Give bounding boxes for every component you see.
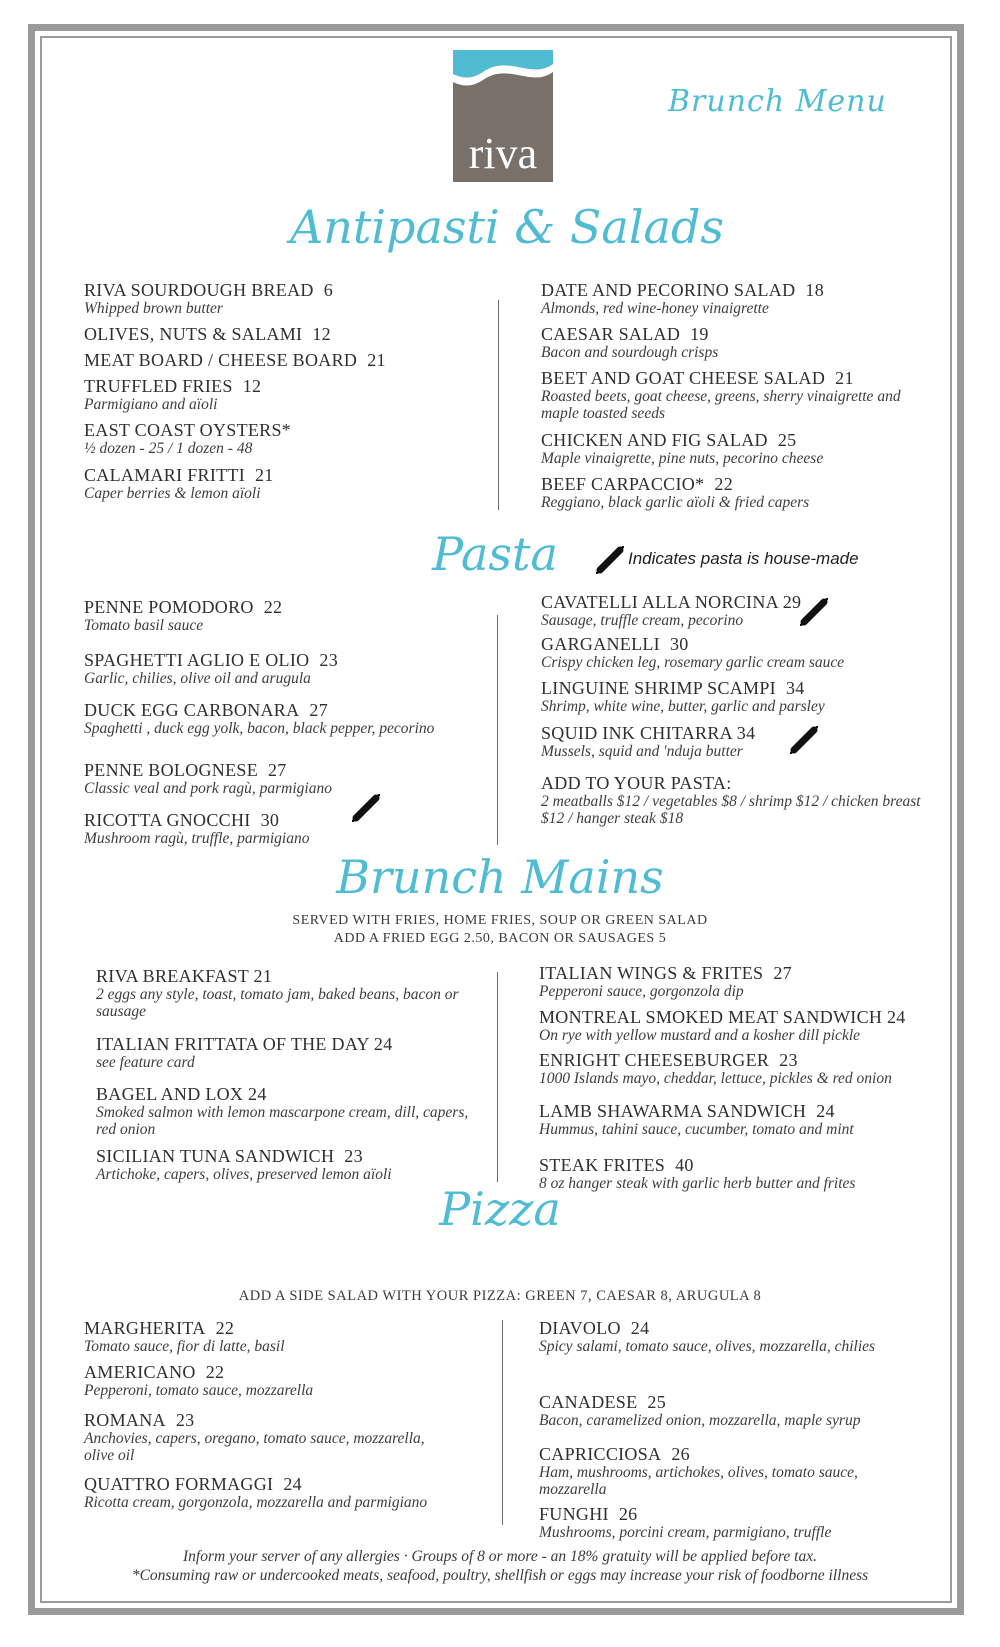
logo-text: riva [468, 129, 538, 178]
menu-item-description: Tomato sauce, fior di latte, basil [84, 1338, 285, 1355]
menu-item-title: MONTREAL SMOKED MEAT SANDWICH 24 [539, 1007, 906, 1027]
menu-item [541, 723, 941, 760]
menu-item-description: 2 eggs any style, toast, tomato jam, baked beans, bacon or sausage [96, 986, 459, 1020]
menu-item-price: 21 [835, 368, 854, 388]
menu-item-description: Almonds, red wine-honey vinaigrette [541, 300, 769, 317]
menu-item-title: AMERICANO [84, 1362, 196, 1382]
menu-item-description: Crispy chicken leg, rosemary garlic cream sauce [541, 654, 845, 671]
menu-item-description: Sausage, truffle cream, pecorino [541, 612, 744, 629]
menu-item-price: 26 [671, 1444, 690, 1464]
menu-item-name [96, 1084, 476, 1104]
menu-item-description: Pepperoni sauce, gorgonzola dip [539, 983, 744, 1000]
menu-title: Brunch Menu [668, 84, 887, 119]
menu-item-price: 23 [779, 1050, 798, 1070]
menu-item [541, 324, 941, 361]
menu-item-price: 23 [344, 1146, 363, 1166]
menu-item [541, 368, 941, 422]
rolling-pin-icon [790, 726, 818, 754]
rolling-pin-icon [596, 546, 624, 574]
menu-item-description: Hummus, tahini sauce, cucumber, tomato and mint [539, 1121, 854, 1138]
menu-item-name [541, 678, 941, 698]
menu-item-description: Artichoke, capers, olives, preserved lemon aïoli [96, 1166, 392, 1183]
menu-item-price: 18 [805, 280, 825, 300]
menu-item [84, 1474, 444, 1511]
menu-item-title: MEAT BOARD / CHEESE BOARD [84, 350, 358, 370]
menu-item [539, 1050, 959, 1087]
menu-item-name [541, 368, 941, 388]
menu-item-name [84, 420, 484, 440]
menu-item-price: 22 [263, 597, 283, 617]
menu-item-title: PENNE POMODORO [84, 597, 254, 617]
menu-item-title: CHICKEN AND FIG SALAD [541, 430, 768, 450]
menu-item-description: Whipped brown butter [84, 300, 223, 317]
menu-item-name [84, 350, 484, 370]
menu-item-title: STEAK FRITES [539, 1155, 666, 1175]
menu-item-title: LINGUINE SHRIMP SCAMPI [541, 678, 776, 698]
menu-item-name [539, 1050, 959, 1070]
menu-item-name [541, 634, 941, 654]
menu-item-title: OLIVES, NUTS & SALAMI [84, 324, 303, 344]
menu-item-title: MARGHERITA [84, 1318, 206, 1338]
menu-item-title: FUNGHI [539, 1504, 609, 1524]
menu-item-name [541, 430, 941, 450]
menu-item-price: 12 [312, 324, 331, 344]
menu-item-price: 21 [367, 350, 386, 370]
menu-item [84, 376, 484, 413]
menu-item-description: Maple vinaigrette, pine nuts, pecorino cheese [541, 450, 824, 467]
menu-item-name [84, 810, 484, 830]
menu-item [541, 678, 941, 715]
menu-item-description: Mushrooms, porcini cream, parmigiano, truffle [539, 1524, 832, 1541]
menu-item-title: CAPRICCIOSA [539, 1444, 662, 1464]
menu-item-name [84, 1410, 444, 1430]
menu-item-price: 26 [618, 1504, 638, 1524]
footer-allergies: Inform your server of any allergies · Groups of 8 or more - an 18% gratuity will be applied before tax. [183, 1548, 817, 1565]
menu-item-description: Shrimp, white wine, butter, garlic and parsley [541, 698, 825, 715]
menu-item-description: Mussels, squid and 'nduja butter [541, 743, 743, 760]
divider-mains [497, 972, 498, 1182]
menu-item-price: 12 [242, 376, 262, 396]
mains-add-on: ADD A FRIED EGG 2.50, BACON OR SAUSAGES 5 [333, 931, 667, 946]
menu-item-name [539, 1444, 919, 1464]
menu-item-name [541, 324, 941, 344]
menu-item-title: SICILIAN TUNA SANDWICH [96, 1146, 335, 1166]
menu-item-description: Mushroom ragù, truffle, parmigiano [84, 830, 310, 847]
footer-raw-warning: *Consuming raw or undercooked meats, seafood, poultry, shellfish or eggs may increase your risk of foodborne illness [131, 1567, 869, 1584]
menu-item-title: ITALIAN FRITTATA OF THE DAY 24 [96, 1034, 393, 1054]
menu-item [541, 592, 941, 629]
rolling-pin-icon [800, 598, 828, 626]
menu-item-price: 21 [255, 465, 274, 485]
menu-item-price: 30 [669, 634, 689, 654]
menu-item-title: ENRIGHT CHEESEBURGER [539, 1050, 770, 1070]
menu-item-title: CAESAR SALAD [541, 324, 681, 344]
menu-item-price: 40 [675, 1155, 694, 1175]
menu-item-description: Pepperoni, tomato sauce, mozzarella [84, 1382, 314, 1399]
riva-logo [453, 50, 553, 182]
menu-item-name [539, 1504, 919, 1524]
menu-item [96, 1034, 476, 1071]
menu-item-description: Smoked salmon with lemon mascarpone cream, dill, capers, red onion [96, 1104, 469, 1138]
menu-item-title: LAMB SHAWARMA SANDWICH [539, 1101, 807, 1121]
menu-item-description: Roasted beets, goat cheese, greens, sherry vinaigrette and maple toasted seeds [541, 388, 901, 422]
menu-item-description: Parmigiano and aïoli [84, 396, 218, 413]
menu-item-description: Ham, mushrooms, artichokes, olives, tomato sauce, mozzarella [539, 1464, 858, 1498]
menu-item-description: Anchovies, capers, oregano, tomato sauce, mozzarella, olive oil [84, 1430, 425, 1464]
menu-item-description: Garlic, chilies, olive oil and arugula [84, 670, 311, 687]
menu-item [84, 465, 484, 502]
menu-item-title: TRUFFLED FRIES [84, 376, 233, 396]
menu-item [539, 963, 959, 1000]
menu-item-name [84, 650, 484, 670]
menu-item-description: 1000 Islands mayo, cheddar, lettuce, pickles & red onion [539, 1070, 892, 1087]
menu-item [84, 350, 484, 370]
menu-item [84, 280, 484, 317]
divider-pasta [497, 615, 498, 845]
menu-item [96, 966, 476, 1020]
menu-item-title: RIVA BREAKFAST 21 [96, 966, 273, 986]
menu-item-price: 22 [714, 474, 733, 494]
menu-item-title: RICOTTA GNOCCHI [84, 810, 251, 830]
menu-item [539, 1444, 919, 1498]
menu-item-name [541, 592, 941, 612]
divider-antipasti [498, 300, 499, 510]
menu-item [84, 324, 484, 344]
menu-item [541, 474, 941, 511]
menu-item-title: BEEF CARPACCIO* [541, 474, 705, 494]
menu-item-title: BAGEL AND LOX 24 [96, 1084, 267, 1104]
menu-item-name [84, 324, 484, 344]
menu-item-title: ROMANA [84, 1410, 166, 1430]
menu-item-description: Ricotta cream, gorgonzola, mozzarella and parmigiano [84, 1494, 428, 1511]
menu-item [84, 1410, 444, 1464]
menu-item-title: PENNE BOLOGNESE [84, 760, 258, 780]
menu-item-title: EAST COAST OYSTERS* [84, 420, 292, 440]
menu-item-price: 23 [175, 1410, 195, 1430]
menu-item-price: 27 [309, 700, 329, 720]
menu-item-name [541, 723, 941, 743]
heading-brunch-mains: Brunch Mains [336, 850, 664, 904]
menu-item-name [541, 280, 941, 300]
menu-item-title: GARGANELLI [541, 634, 660, 654]
menu-item-description: Bacon and sourdough crisps [541, 344, 719, 361]
menu-item-name [539, 963, 959, 983]
menu-item-description: Spicy salami, tomato sauce, olives, mozzarella, chilies [539, 1338, 876, 1355]
menu-item-description: Reggiano, black garlic aïoli & fried capers [541, 494, 810, 511]
menu-item-price: 24 [816, 1101, 835, 1121]
menu-item-name [96, 1146, 476, 1166]
menu-item-price: 24 [630, 1318, 650, 1338]
menu-item-price: 27 [773, 963, 792, 983]
menu-item-title: DUCK EGG CARBONARA [84, 700, 300, 720]
menu-item-name [84, 700, 484, 720]
menu-item-description: On rye with yellow mustard and a kosher dill pickle [539, 1027, 861, 1044]
menu-item-price: 19 [690, 324, 709, 344]
menu-item-description: 2 meatballs $12 / vegetables $8 / shrimp $12 / chicken breast $12 / hanger steak $18 [541, 793, 921, 827]
menu-item-title: CALAMARI FRITTI [84, 465, 245, 485]
menu-item [96, 1084, 476, 1138]
menu-item [84, 810, 484, 847]
menu-item-name [96, 1034, 476, 1054]
menu-item [84, 1362, 444, 1399]
menu-item [539, 1504, 919, 1541]
menu-item-title: RIVA SOURDOUGH BREAD [84, 280, 314, 300]
menu-item [84, 760, 484, 797]
rolling-pin-icon [352, 794, 380, 822]
menu-item-price: 25 [647, 1392, 667, 1412]
menu-item [541, 634, 941, 671]
menu-item [539, 1318, 919, 1355]
menu-item-name [84, 280, 484, 300]
menu-item-title: QUATTRO FORMAGGI [84, 1474, 274, 1494]
menu-item-description: 8 oz hanger steak with garlic herb butter and frites [539, 1175, 856, 1192]
menu-item [541, 280, 941, 317]
menu-item [541, 773, 941, 827]
heading-antipasti: Antipasti & Salads [290, 200, 725, 254]
heading-pasta: Pasta [432, 527, 558, 581]
menu-item [84, 597, 484, 634]
menu-item-price: 27 [268, 760, 287, 780]
menu-item-price: 34 [785, 678, 805, 698]
menu-item-price: 22 [215, 1318, 235, 1338]
mains-served-with: SERVED WITH FRIES, HOME FRIES, SOUP OR GREEN SALAD [292, 913, 708, 928]
menu-item [96, 1146, 476, 1183]
menu-item-name [541, 474, 941, 494]
menu-item-name [84, 1474, 444, 1494]
menu-item [539, 1007, 959, 1044]
menu-item-description: Classic veal and pork ragù, parmigiano [84, 780, 332, 797]
menu-item-description: ½ dozen - 25 / 1 dozen - 48 [84, 440, 253, 457]
menu-item-name [84, 1362, 444, 1382]
menu-item-title: SPAGHETTI AGLIO E OLIO [84, 650, 310, 670]
menu-item-name [539, 1101, 959, 1121]
menu-item-title: CAVATELLI ALLA NORCINA 29 [541, 592, 802, 612]
menu-item-name [539, 1392, 919, 1412]
menu-item-name [84, 1318, 444, 1338]
menu-item-price: 23 [319, 650, 339, 670]
menu-item-description: Tomato basil sauce [84, 617, 204, 634]
menu-item-name [84, 465, 484, 485]
menu-item-title: BEET AND GOAT CHEESE SALAD [541, 368, 826, 388]
menu-item-title: DIAVOLO [539, 1318, 621, 1338]
divider-pizza [502, 1320, 503, 1525]
menu-item [84, 650, 484, 687]
menu-item-title: DATE AND PECORINO SALAD [541, 280, 796, 300]
menu-item-name [539, 1007, 959, 1027]
menu-item-description: Bacon, caramelized onion, mozzarella, maple syrup [539, 1412, 861, 1429]
menu-item-name [96, 966, 476, 986]
menu-item [539, 1392, 919, 1429]
pizza-side-salad: ADD A SIDE SALAD WITH YOUR PIZZA: GREEN 7, CAESAR 8, ARUGULA 8 [238, 1288, 762, 1304]
menu-item-title: ITALIAN WINGS & FRITES [539, 963, 764, 983]
menu-item-title: CANADESE [539, 1392, 638, 1412]
pasta-house-made-note: Indicates pasta is house-made [628, 549, 859, 568]
menu-item-name [84, 376, 484, 396]
menu-item [541, 430, 941, 467]
menu-item-price: 6 [323, 280, 334, 300]
menu-item-price: 30 [260, 810, 280, 830]
menu-item-title: SQUID INK CHITARRA 34 [541, 723, 756, 743]
menu-item-price: 25 [777, 430, 797, 450]
menu-item-name [539, 1318, 919, 1338]
menu-item [539, 1155, 959, 1192]
menu-item-name [84, 760, 484, 780]
menu-item-description: Caper berries & lemon aïoli [84, 485, 261, 502]
menu-item-description: Spaghetti , duck egg yolk, bacon, black pepper, pecorino [84, 720, 435, 737]
menu-item [539, 1101, 959, 1138]
menu-item-price: 24 [283, 1474, 302, 1494]
menu-item-name [541, 773, 941, 793]
menu-item-description: see feature card [96, 1054, 195, 1071]
menu-item [84, 700, 484, 737]
menu-item-title: ADD TO YOUR PASTA: [541, 773, 732, 793]
heading-pizza: Pizza [439, 1182, 561, 1236]
menu-item [84, 420, 484, 457]
menu-item-price: 22 [205, 1362, 225, 1382]
menu-item [84, 1318, 444, 1355]
menu-item-name [539, 1155, 959, 1175]
menu-item-name [84, 597, 484, 617]
